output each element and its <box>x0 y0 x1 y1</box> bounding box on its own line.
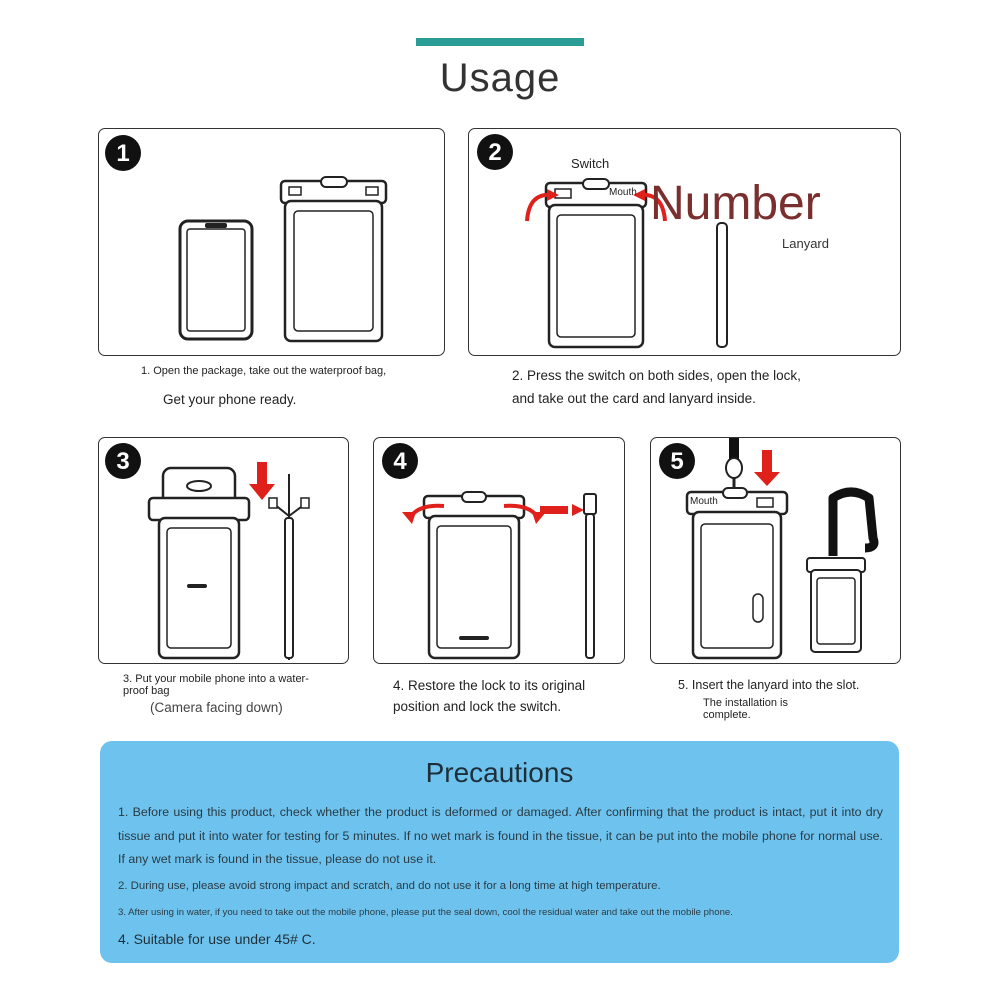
step-1-caption-line1: 1. Open the package, take out the waterproof bag, <box>141 365 387 377</box>
step-2-illustration <box>469 129 901 356</box>
step-5-number: 5 <box>670 448 684 475</box>
precaution-item-3: 3. After using in water, if you need to take out the mobile phone, please put the seal down, cool the residual water and take out the mobile phone. <box>118 907 733 918</box>
step-5-caption-line1: 5. Insert the lanyard into the slot. <box>678 678 860 692</box>
precautions-title: Precautions <box>425 757 574 788</box>
overlay-small-text: Lanyard <box>782 236 829 251</box>
step-2-number: 2 <box>488 139 502 166</box>
precaution-item-2: 2. During use, please avoid strong impact and scratch, and do not use it for a long time at high temperature. <box>118 880 661 892</box>
step-5-panel <box>650 437 901 664</box>
step-3-caption-line1: 3. Put your mobile phone into a water-proof bag <box>123 673 309 698</box>
page-title: Usage <box>439 56 561 100</box>
step-1-panel <box>98 128 445 356</box>
step-5-illustration <box>651 438 901 664</box>
step-3-number: 3 <box>116 448 130 475</box>
step-2-caption-line1: 2. Press the switch on both sides, open the lock, <box>512 368 801 383</box>
step-2-mouth-label: Mouth <box>609 187 637 198</box>
step-1-illustration <box>99 129 445 356</box>
step-3-illustration <box>99 438 349 664</box>
step-5-caption-line2: The installation is complete. <box>703 697 788 722</box>
step-4-caption-line2: position and lock the switch. <box>393 699 562 714</box>
step-1-number: 1 <box>116 140 130 167</box>
header-accent-bar <box>416 38 584 46</box>
step-3-caption-line2: (Camera facing down) <box>150 700 283 715</box>
step-2-caption-line2: and take out the card and lanyard inside. <box>512 391 756 406</box>
step-4-number: 4 <box>393 448 407 475</box>
step-2-switch-label: Switch <box>571 156 610 171</box>
precaution-item-1: 1. Before using this product, check whether the product is deformed or damaged. After confirming that the product is intact, put it into dry tissue and put it into water for testing for 5 minutes. If no wet mark is found in the tissue, it can be put into the mobile phone for normal use. If any wet mark is found in the tissue, please do not use it. <box>118 805 883 866</box>
step-4-caption-line1: 4. Restore the lock to its original <box>393 678 586 693</box>
step-1-caption-line2: Get your phone ready. <box>163 392 297 407</box>
step-3-panel <box>98 437 349 664</box>
precautions-box <box>100 741 899 963</box>
step-5-mouth-label: Mouth <box>690 496 718 507</box>
step-4-illustration <box>374 438 625 664</box>
step-2-panel <box>468 128 901 356</box>
precaution-item-4: 4. Suitable for use under 45# C. <box>118 931 316 947</box>
step-4-panel <box>373 437 625 664</box>
overlay-number-text: Number <box>650 177 821 230</box>
